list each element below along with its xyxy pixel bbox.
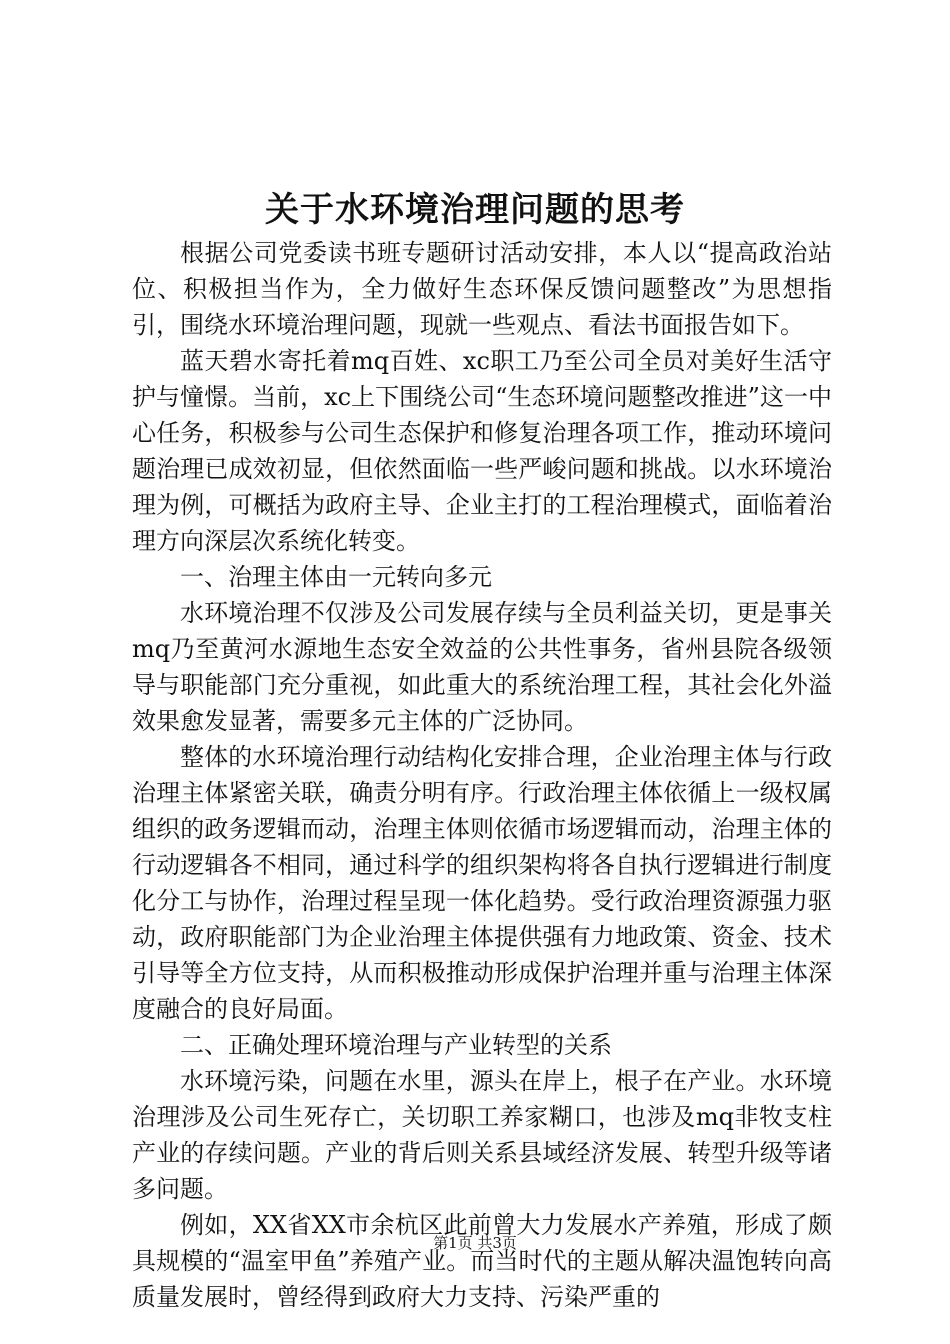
paragraph-section1-b: 整体的水环境治理行动结构化安排合理，企业治理主体与行政治理主体紧密关联，确责分明有序。行政治理主体依循上一级权属组织的政务逻辑而动，治理主体则依循市场逻辑而动，治理主体的行动逻辑各不相同，通过科学的组织架构将各自执行逻辑进行制度化分工与协作，治理过程呈现一体化趋势。受行政治理资源强力驱动，政府职能部门为企业治理主体提供强有力地政策、资金、技术引导等全方位支持，从而积极推动形成保护治理并重与治理主体深度融合的良好局面。 <box>132 743 832 1023</box>
paragraph-intro: 根据公司党委读书班专题研讨活动安排，本人以“提高政治站位、积极担当作为，全力做好生态环保反馈问题整改”为思想指引，围绕水环境治理问题，现就一些观点、看法书面报告如下。 <box>132 239 832 339</box>
section-heading-1: 一、治理主体由一元转向多元 <box>180 563 492 591</box>
paragraph-section1-a: 水环境治理不仅涉及公司发展存续与全员利益关切，更是事关mq乃至黄河水源地生态安全效益的公共性事务，省州县院各级领导与职能部门充分重视，如此重大的系统治理工程，其社会化外溢效果愈发显著，需要多元主体的广泛协同。 <box>132 599 832 735</box>
document-body <box>132 235 832 1315</box>
page-footer: 第1页 共3页 <box>433 1234 517 1252</box>
paragraph-section2-a: 水环境污染，问题在水里，源头在岸上，根子在产业。水环境治理涉及公司生死存亡，关切职工养家糊口，也涉及mq非牧支柱产业的存续问题。产业的背后则关系县域经济发展、转型升级等诸多问题。 <box>132 1067 832 1203</box>
paragraph-section2-b: 例如，XX省XX市余杭区此前曾大力发展水产养殖，形成了颇具规模的“温室甲鱼”养殖产业。而当时代的主题从解决温饱转向高质量发展时，曾经得到政府大力支持、污染严重的 <box>132 1211 832 1311</box>
document-title: 关于水环境治理问题的思考 <box>265 190 685 230</box>
paragraph-background: 蓝天碧水寄托着mq百姓、xc职工乃至公司全员对美好生活守护与憧憬。当前，xc上下围绕公司“生态环境问题整改推进”这一中心任务，积极参与公司生态保护和修复治理各项工作，推动环境问题治理已成效初显，但依然面临一些严峻问题和挑战。以水环境治理为例，可概括为政府主导、企业主打的工程治理模式，面临着治理方向深层次系统化转变。 <box>132 347 832 555</box>
section-heading-2: 二、正确处理环境治理与产业转型的关系 <box>180 1031 612 1059</box>
